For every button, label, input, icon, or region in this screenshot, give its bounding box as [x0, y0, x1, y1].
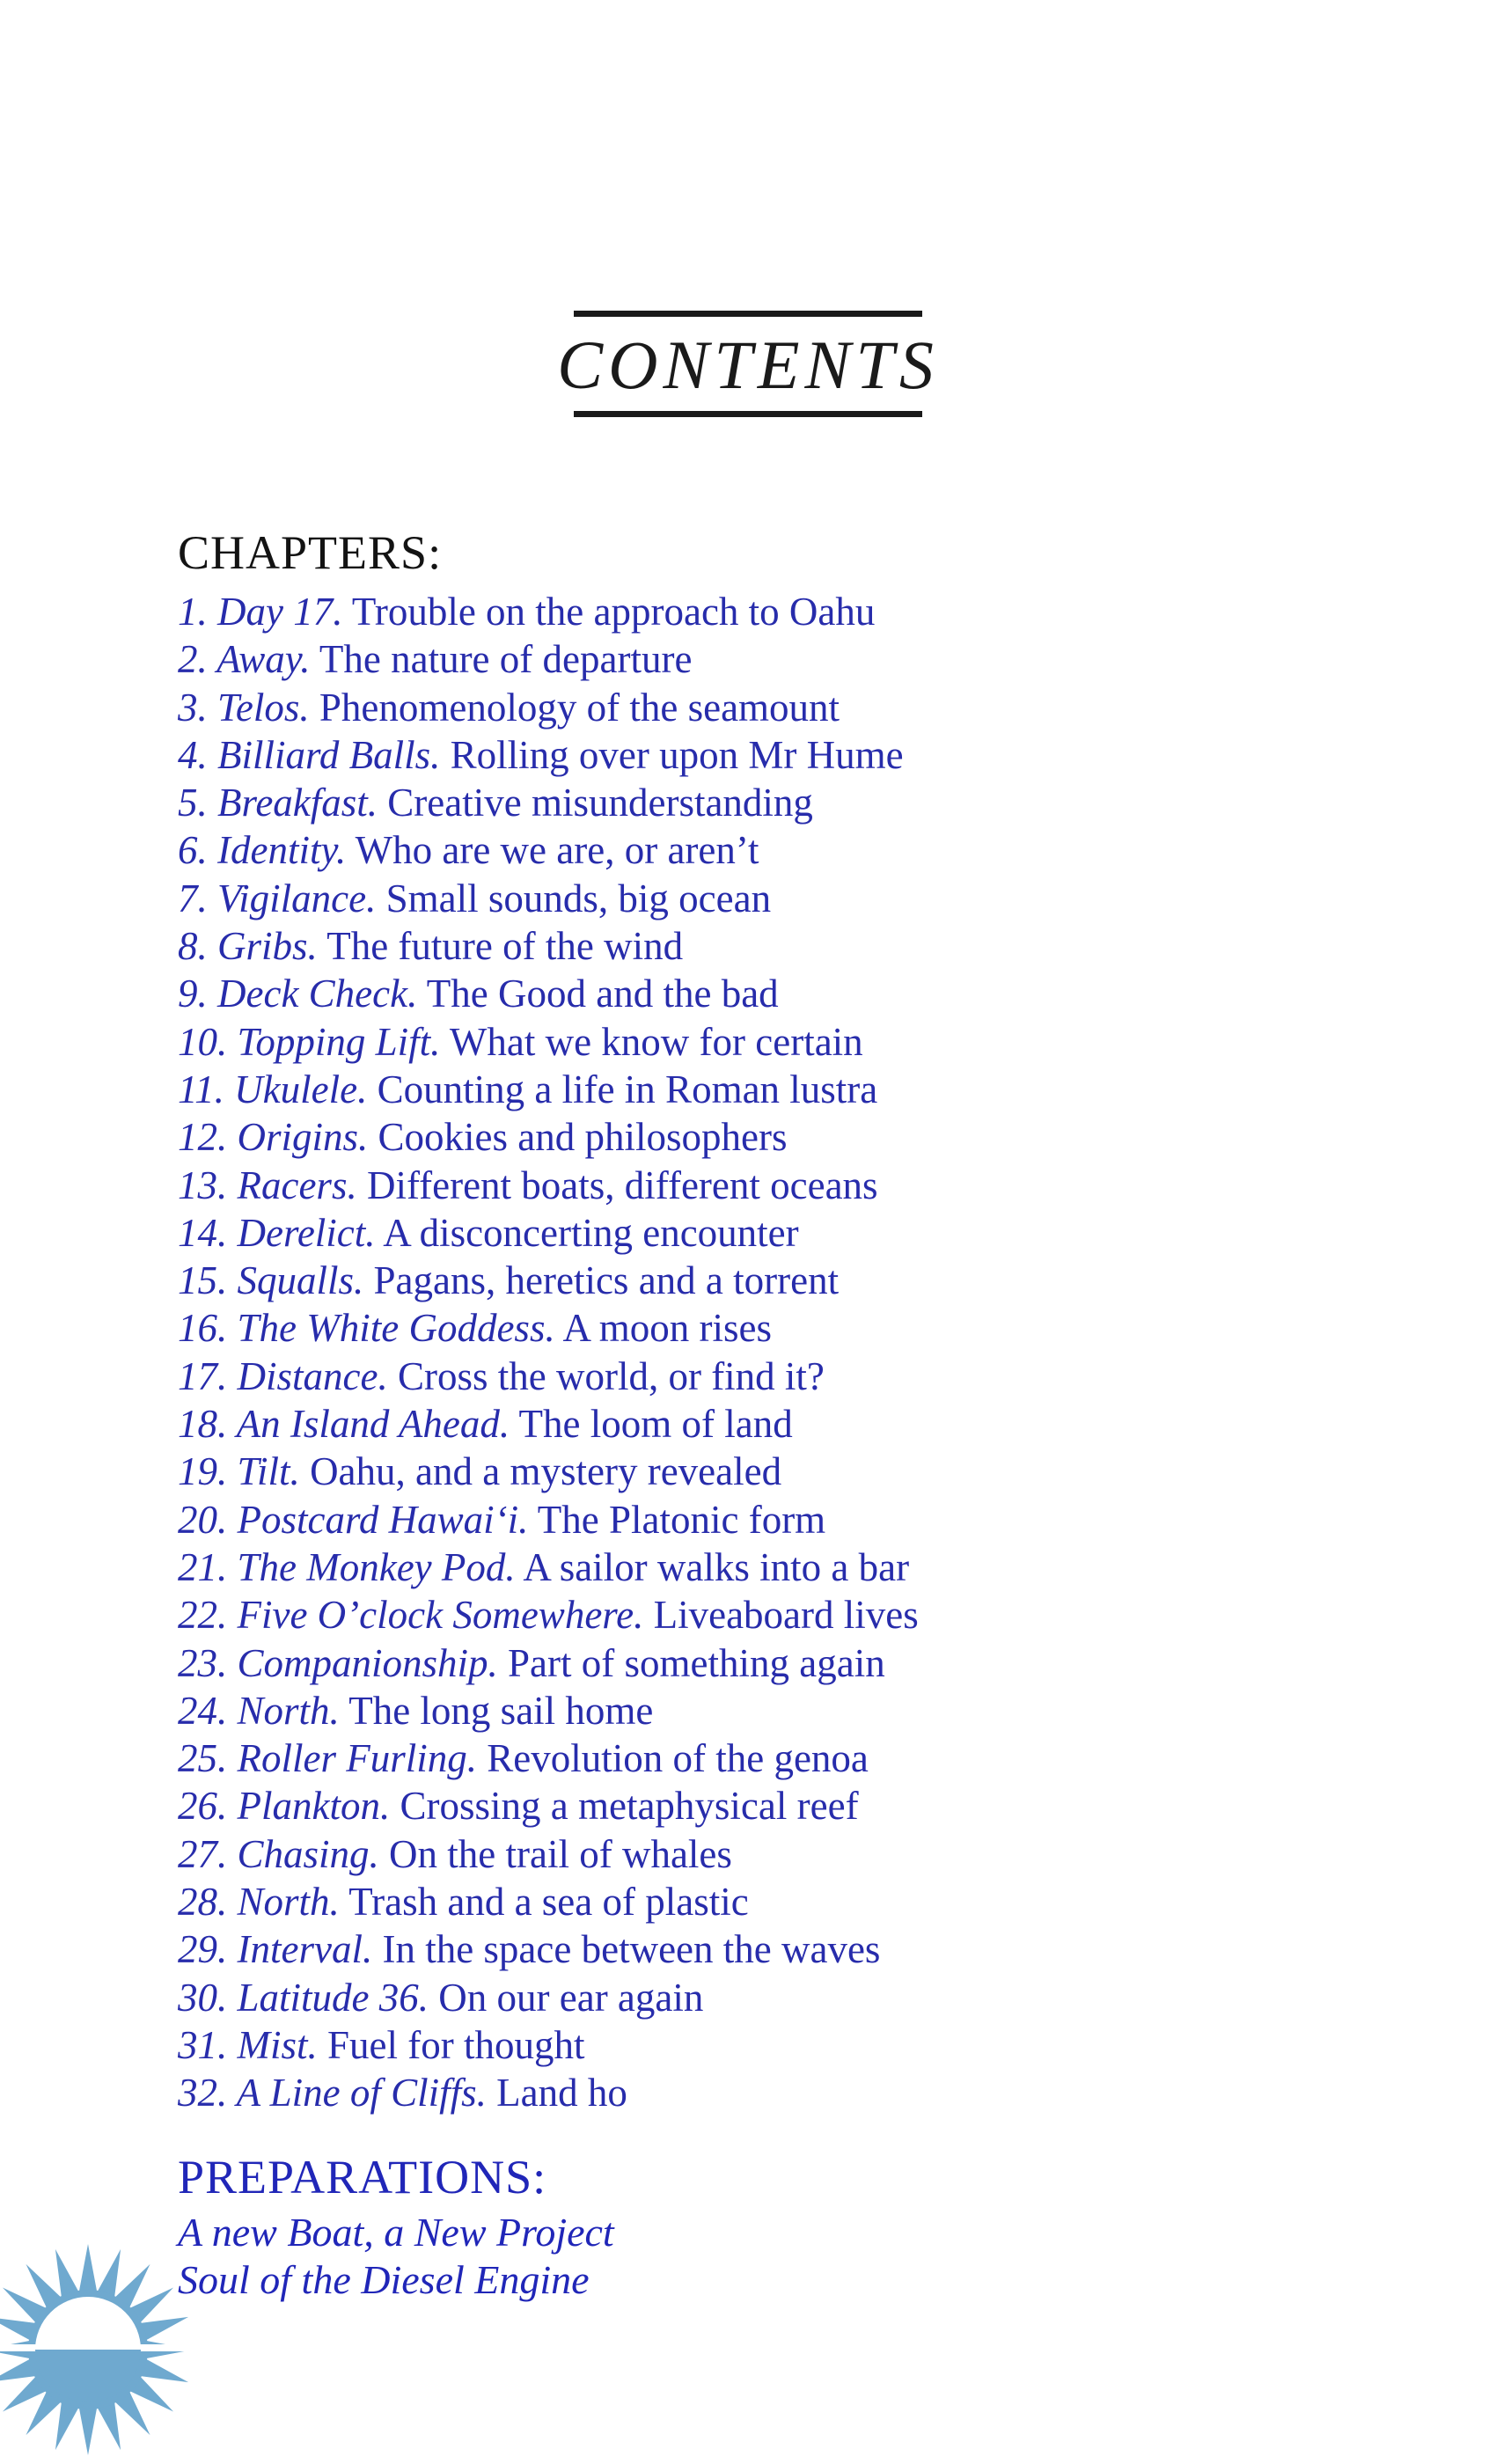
- chapter-entry: [178, 1496, 1322, 1544]
- chapter-entry: [178, 826, 1322, 874]
- chapter-subtitle: Fuel for thought: [317, 2022, 585, 2067]
- chapter-subtitle: What we know for certain: [440, 1019, 863, 1064]
- chapter-title: 30. Latitude 36.: [178, 1975, 429, 2020]
- chapter-title: 11. Ukulele.: [178, 1067, 368, 1111]
- chapter-subtitle: The nature of departure: [310, 637, 693, 682]
- chapter-entry: [178, 970, 1322, 1017]
- chapter-entry: [178, 1304, 1322, 1352]
- chapter-title: 9. Deck Check.: [178, 972, 418, 1016]
- chapter-subtitle: The Good and the bad: [417, 972, 779, 1016]
- chapter-title: 19. Tilt.: [178, 1449, 300, 1494]
- chapter-title: 24. North.: [178, 1688, 340, 1733]
- chapter-entry: [178, 1782, 1322, 1830]
- chapter-entry: [178, 1925, 1322, 1973]
- chapter-title: 22. Five O’clock Somewhere.: [178, 1593, 644, 1638]
- chapter-entry: [178, 684, 1322, 731]
- chapter-subtitle: Who are we are, or aren’t: [346, 828, 759, 873]
- chapter-entry: [178, 1974, 1322, 2021]
- chapter-entry: [178, 588, 1322, 635]
- chapter-subtitle: Liveaboard lives: [643, 1593, 919, 1638]
- chapter-entry: [178, 2021, 1322, 2069]
- chapter-title: 17. Distance.: [178, 1353, 388, 1398]
- chapter-subtitle: Part of something again: [497, 1640, 885, 1685]
- chapter-entry: [178, 1400, 1322, 1448]
- table-of-contents: [178, 526, 1322, 2304]
- chapter-subtitle: The long sail home: [339, 1688, 654, 1733]
- chapter-entry: [178, 731, 1322, 779]
- chapters-heading: CHAPTERS:: [178, 526, 443, 579]
- chapter-entry: [178, 1353, 1322, 1400]
- chapter-subtitle: In the space between the waves: [372, 1927, 881, 1972]
- chapter-entry: [178, 1544, 1322, 1591]
- preparation-entry: Soul of the Diesel Engine: [178, 2256, 590, 2302]
- chapter-entry: [178, 1162, 1322, 1209]
- chapter-entry: [178, 1066, 1322, 1113]
- chapter-title: 13. Racers.: [178, 1162, 357, 1207]
- chapter-subtitle: The Platonic form: [528, 1497, 826, 1542]
- chapter-subtitle: Land ho: [486, 2071, 627, 2116]
- chapter-entry: [178, 1113, 1322, 1161]
- chapter-subtitle: Cross the world, or find it?: [387, 1353, 825, 1398]
- chapter-entry: [178, 1734, 1322, 1782]
- chapter-entry: [178, 1257, 1322, 1304]
- chapter-subtitle: Cookies and philosophers: [368, 1115, 788, 1160]
- chapter-subtitle: A sailor walks into a bar: [515, 1544, 910, 1589]
- chapter-subtitle: Revolution of the genoa: [476, 1736, 869, 1781]
- chapter-subtitle: Pagans, heretics and a torrent: [363, 1258, 840, 1303]
- chapter-title: 3. Telos.: [178, 685, 310, 730]
- chapter-subtitle: Different boats, different oceans: [356, 1162, 878, 1207]
- chapter-subtitle: Trouble on the approach to Oahu: [342, 590, 876, 634]
- chapter-title: 23. Companionship.: [178, 1640, 498, 1685]
- title-rule-top: [574, 311, 922, 317]
- chapter-subtitle: On our ear again: [429, 1975, 704, 2020]
- chapter-title: 1. Day 17.: [178, 590, 343, 634]
- chapter-subtitle: Rolling over upon Mr Hume: [440, 732, 904, 777]
- chapter-title: 27. Chasing.: [178, 1831, 379, 1876]
- chapter-title: 14. Derelict.: [178, 1210, 376, 1255]
- chapter-entry: [178, 1639, 1322, 1687]
- chapter-title: 25. Roller Furling.: [178, 1736, 477, 1781]
- chapter-entry: [178, 922, 1322, 970]
- chapter-list: [178, 588, 1322, 2117]
- chapter-title: 16. The White Goddess.: [178, 1306, 555, 1351]
- seatracker-watermark: [0, 2235, 1496, 2464]
- chapter-entry: [178, 1209, 1322, 1257]
- chapter-title: 28. North.: [178, 1880, 340, 1925]
- chapter-title: 32. A Line of Cliffs.: [178, 2071, 487, 2116]
- chapter-entry: [178, 1878, 1322, 1925]
- title-block: [0, 311, 1496, 417]
- chapter-title: 18. An Island Ahead.: [178, 1402, 510, 1447]
- title-rule-bottom: [574, 411, 922, 417]
- chapter-subtitle: A moon rises: [554, 1306, 772, 1351]
- chapter-subtitle: Counting a life in Roman lustra: [367, 1067, 878, 1111]
- chapter-title: 8. Gribs.: [178, 924, 318, 969]
- preparation-entry: A new Boat, a New Project: [178, 2209, 614, 2255]
- chapter-subtitle: Oahu, and a mystery revealed: [299, 1449, 782, 1494]
- chapter-entry: [178, 2069, 1322, 2116]
- chapter-title: 10. Topping Lift.: [178, 1019, 441, 1064]
- chapter-entry: [178, 1591, 1322, 1639]
- chapter-subtitle: Small sounds, big ocean: [376, 876, 772, 920]
- chapter-subtitle: Creative misunderstanding: [378, 781, 813, 825]
- page-title: CONTENTS: [557, 326, 939, 403]
- chapter-title: 31. Mist.: [178, 2022, 318, 2067]
- chapter-title: 7. Vigilance.: [178, 876, 377, 920]
- chapter-entry: [178, 1830, 1322, 1878]
- chapter-title: 21. The Monkey Pod.: [178, 1544, 516, 1589]
- chapter-title: 20. Postcard Hawaiʻi.: [178, 1497, 529, 1542]
- chapter-subtitle: Phenomenology of the seamount: [309, 685, 840, 730]
- sun-logo-icon: [0, 2242, 204, 2457]
- chapter-entry: [178, 779, 1322, 826]
- chapter-subtitle: Crossing a metaphysical reef: [390, 1784, 859, 1829]
- chapter-entry: [178, 1018, 1322, 1066]
- chapter-subtitle: On the trail of whales: [378, 1831, 732, 1876]
- chapter-subtitle: The loom of land: [510, 1402, 793, 1447]
- chapter-title: 5. Breakfast.: [178, 781, 378, 825]
- chapter-entry: [178, 875, 1322, 922]
- chapter-title: 29. Interval.: [178, 1927, 373, 1972]
- chapter-subtitle: A disconcerting encounter: [375, 1210, 799, 1255]
- chapter-entry: [178, 635, 1322, 683]
- chapter-title: 15. Squalls.: [178, 1258, 364, 1303]
- chapter-title: 2. Away.: [178, 637, 311, 682]
- chapter-title: 12. Origins.: [178, 1115, 369, 1160]
- chapter-subtitle: The future of the wind: [317, 924, 684, 969]
- chapter-title: 6. Identity.: [178, 828, 347, 873]
- chapter-subtitle: Trash and a sea of plastic: [339, 1880, 749, 1925]
- chapter-entry: [178, 1448, 1322, 1495]
- chapter-title: 4. Billiard Balls.: [178, 732, 441, 777]
- chapter-title: 26. Plankton.: [178, 1784, 391, 1829]
- preparations-heading: PREPARATIONS:: [178, 2150, 547, 2204]
- chapter-entry: [178, 1687, 1322, 1734]
